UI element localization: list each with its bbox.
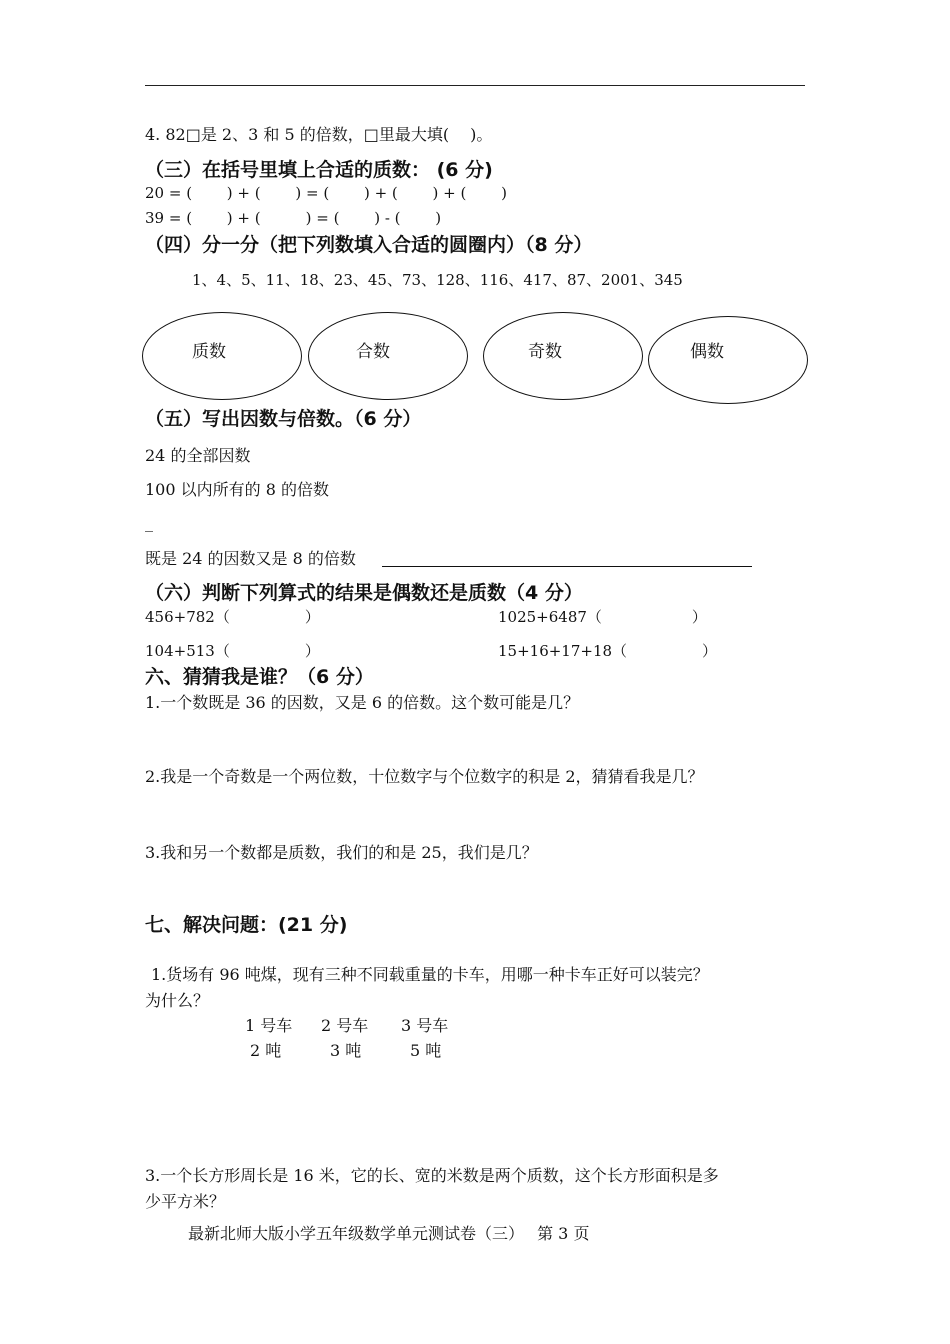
section-3-line-1: 20 = ( ) + ( ) = ( ) + ( ) + ( ) [145,184,507,202]
number-list: 1、4、5、11、18、23、45、73、128、116、417、87、2001、345 [192,271,683,289]
section-5-title: （五）写出因数与倍数。（6 分） [145,408,422,430]
oval-composite-label: 合数 [356,342,390,362]
expression-2: 1025+6487（ ） [498,608,707,626]
section-guess-title: 六、猜猜我是谁？（6 分） [145,666,374,688]
section-3-title: （三）在括号里填上合适的质数： (6 分) [145,159,493,181]
truck-1-weight: 2 吨 [250,1041,282,1060]
oval-even [648,316,808,404]
truck-2-weight: 3 吨 [330,1041,362,1060]
guess-q3: 3.我和另一个数都是质数，我们的和是 25，我们是几？ [145,843,538,862]
page-footer: 最新北师大版小学五年级数学单元测试卷（三） 第 3 页 [188,1224,590,1243]
oval-odd-label: 奇数 [528,342,562,362]
section-5-dash: _ [145,513,153,532]
question-4: 4. 82□是 2、3 和 5 的倍数，□里最大填( )。 [145,125,493,144]
truck-3-label: 3 号车 [401,1016,449,1035]
expression-1: 456+782（ ） [145,608,320,626]
section-5-q2: 100 以内所有的 8 的倍数 [145,480,329,499]
problem-1-line-1: 1.货场有 96 吨煤，现有三种不同载重量的卡车，用哪一种卡车正好可以装完？ [151,965,709,984]
guess-q1: 1.一个数既是 36 的因数，又是 6 的倍数。这个数可能是几？ [145,693,580,712]
answer-line [382,566,752,567]
section-5-q3: 既是 24 的因数又是 8 的倍数 [145,549,356,568]
section-4-title: （四）分一分（把下列数填入合适的圆圈内）（8 分） [145,234,593,256]
section-solve-title: 七、解决问题：(21 分) [145,914,348,936]
expression-3: 104+513（ ） [145,642,320,660]
problem-1-line-2: 为什么？ [145,991,210,1010]
section-3-line-2: 39 = ( ) + ( ) = ( ) - ( ) [145,209,442,227]
truck-2-label: 2 号车 [321,1016,369,1035]
oval-prime-label: 质数 [192,342,226,362]
guess-q2: 2.我是一个奇数是一个两位数，十位数字与个位数字的积是 2，猜猜看我是几？ [145,767,704,786]
oval-even-label: 偶数 [690,342,724,362]
problem-3-line-2: 少平方米？ [145,1192,226,1211]
expression-4: 15+16+17+18（ ） [498,642,718,660]
truck-1-label: 1 号车 [245,1016,293,1035]
problem-3-line-1: 3.一个长方形周长是 16 米，它的长、宽的米数是两个质数，这个长方形面积是多 [145,1166,719,1185]
section-6-title: （六）判断下列算式的结果是偶数还是质数（4 分） [145,582,583,604]
header-rule [145,85,805,86]
section-5-q1: 24 的全部因数 [145,446,251,465]
oval-odd [483,312,643,400]
truck-3-weight: 5 吨 [410,1041,442,1060]
